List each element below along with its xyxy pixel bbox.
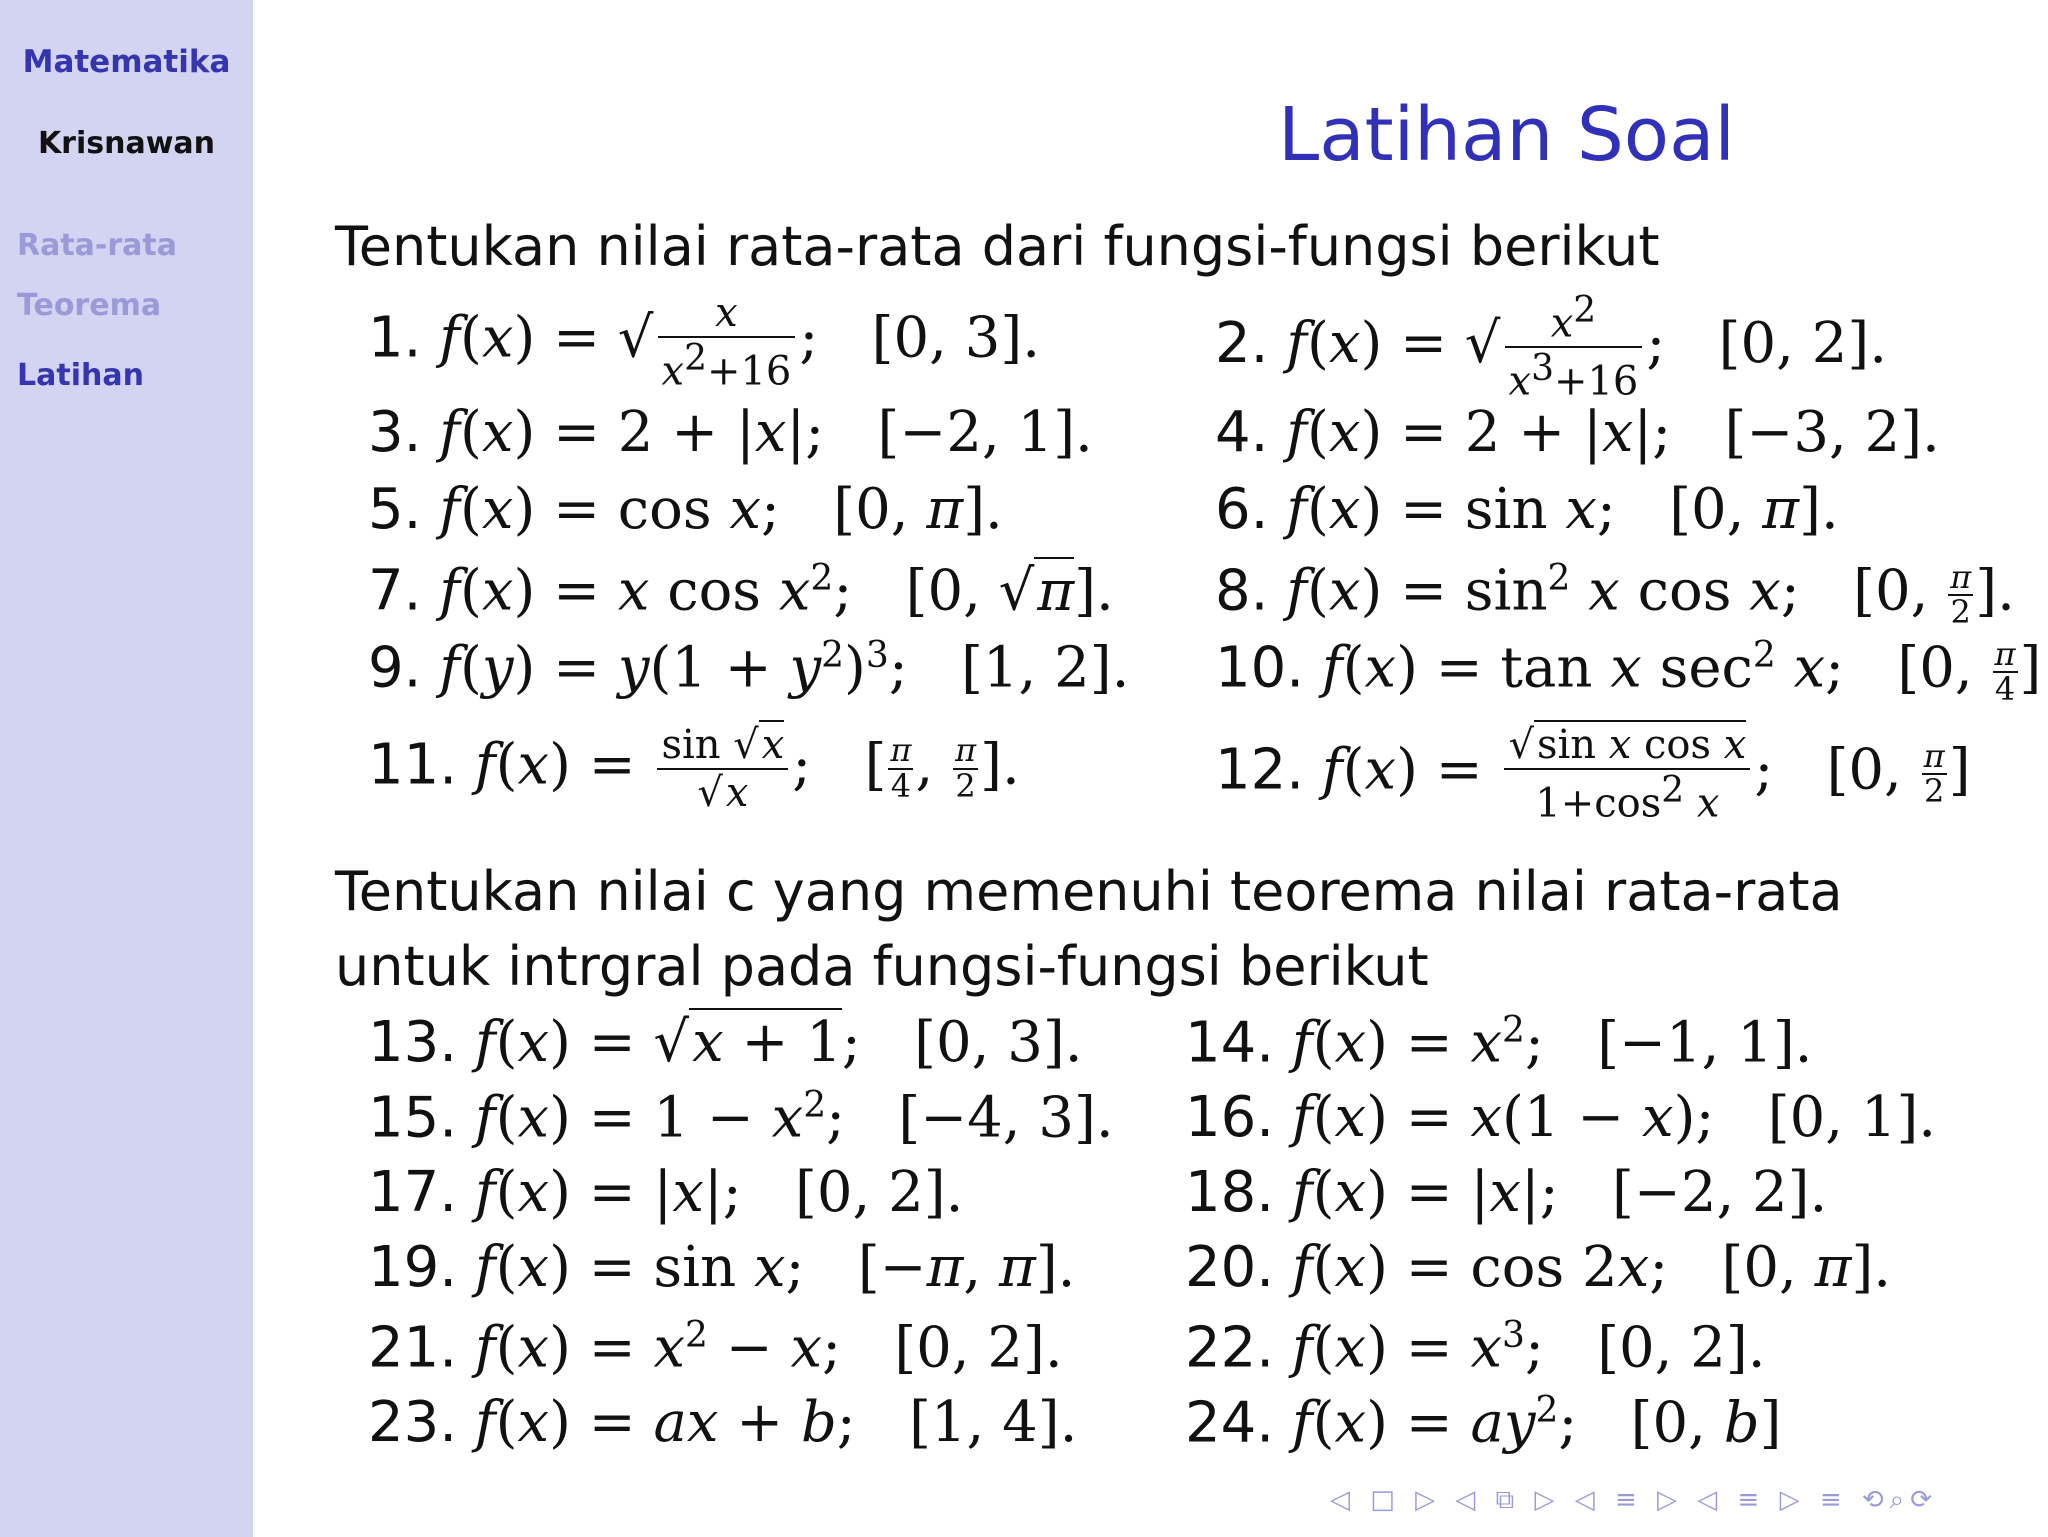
exercise-20: 20. f(x) = cos 2x; [0, π]. [1185, 1235, 1892, 1300]
exercise-12: 12. f(x) = $\frac{\text{√sin x cos x}}{1+\cos^2 x}$ ; [0, $\frac{\pi}{2}$ ] [1215, 722, 1971, 827]
exercise-24: 24. $f(x) = ay^2$; [0, b] [1185, 1390, 1782, 1456]
exercise-14: 14. $f(x) = x^2$; [−1, 1]. [1185, 1010, 1813, 1076]
instruction-mean-value: Tentukan nilai rata-rata dari fungsi-fungsi berikut [335, 215, 1660, 278]
sidebar-item-teorema[interactable]: Teorema [17, 288, 162, 323]
exercise-22: 22. $f(x) = x^3$; [0, 2]. [1185, 1315, 1766, 1381]
exercise-4: 4. f(x) = 2 + |x|; [−3, 2]. [1215, 400, 1940, 465]
exercise-19: 19. f(x) = sin x; [−π, π]. [368, 1235, 1076, 1300]
beamer-navigation-bar[interactable]: ◁ □ ▷ ◁ ⧉ ▷ ◁ ≡ ▷ ◁ ≡ ▷ ≡ ⟲⌕⟳ [1330, 1485, 1939, 1515]
exercise-23: 23. f(x) = ax + b; [1, 4]. [368, 1390, 1078, 1455]
exercise-2: 2. f(x) = √ $\frac{x^2}{x^3+16}$ ; [0, 2]. [1215, 290, 1888, 405]
slide-title: Latihan Soal [1278, 92, 1735, 178]
exercise-7: 7. f(x) = x $\cos x^2$; [0, √π]. [368, 558, 1114, 624]
sidebar-item-latihan[interactable]: Latihan [17, 358, 144, 393]
instruction-mean-value-theorem-line-2: untuk intrgral pada fungsi-fungsi berikut [335, 935, 1429, 998]
exercise-15: 15. $f(x) = 1 - x^2$; [−4, 3]. [368, 1085, 1114, 1151]
exercise-9: 9. $f(y) = y(1 + y^2)^3$; [1, 2]. [368, 635, 1130, 701]
exercise-1: 1. f(x) = √ $\frac{x}{x^2+16}$ ; [0, 3]. [368, 290, 1041, 395]
exercise-6: 6. f(x) = sin x; [0, π]. [1215, 477, 1839, 542]
sidebar-item-rata-rata[interactable]: Rata-rata [17, 228, 178, 263]
exercise-18: 18. f(x) = |x|; [−2, 2]. [1185, 1160, 1828, 1225]
exercise-5: 5. f(x) = cos x; [0, π]. [368, 477, 1003, 542]
exercise-17: 17. f(x) = |x|; [0, 2]. [368, 1160, 964, 1225]
sidebar-title[interactable]: Matematika [22, 44, 231, 80]
exercise-11: 11. f(x) = $\frac{\sin √x}{√x}$ ; [ $\frac{\pi}{4}$ , $\frac{\pi}{2}$ ]. [368, 722, 1020, 816]
exercise-13: 13. f(x) = √x + 1; [0, 3]. [368, 1010, 1083, 1075]
exercise-16: 16. f(x) = x(1 − x); [0, 1]. [1185, 1085, 1937, 1150]
sidebar-author: Krisnawan [37, 126, 216, 161]
exercise-21: 21. $f(x) = x^2 - x$; [0, 2]. [368, 1315, 1063, 1381]
exercise-10: 10. f(x) = tan x $\sec^2 x$; [0, $\frac{\pi}{4}$ ] [1215, 634, 2042, 709]
instruction-mean-value-theorem-line-1: Tentukan nilai c yang memenuhi teorema nilai rata-rata [335, 860, 1843, 923]
exercise-8: 8. $f(x) = \sin^2 x$ cos x; [0, $\frac{\pi}{2}$ ]. [1215, 557, 2015, 632]
sidebar [0, 0, 253, 1537]
exercise-3: 3. f(x) = 2 + |x|; [−2, 1]. [368, 400, 1093, 465]
